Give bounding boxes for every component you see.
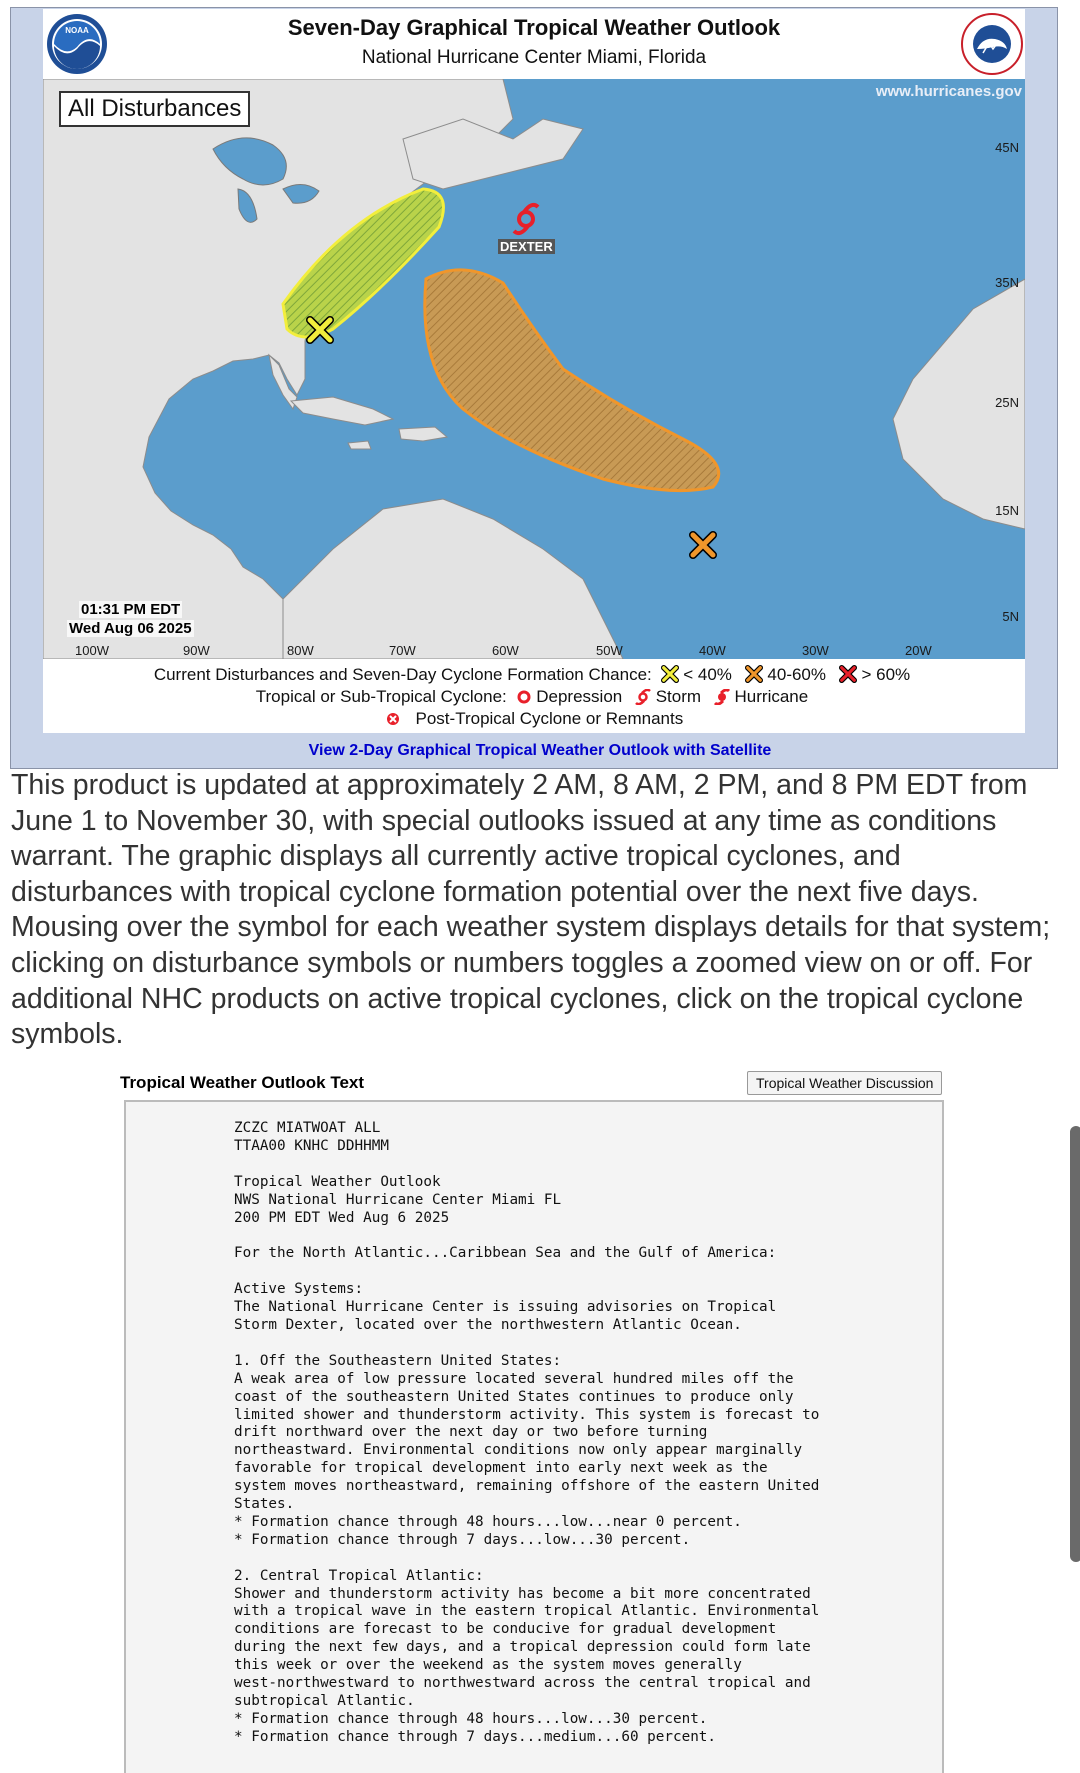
legend-medium-label: 40-60% [767, 665, 827, 684]
legend-row-cyclones [43, 687, 1025, 707]
map-legend [43, 659, 1025, 733]
lon-label: 90W [183, 643, 210, 658]
lon-label: 20W [905, 643, 932, 658]
noaa-logo-text: NOAA [65, 26, 89, 35]
page-title: Seven-Day Graphical Tropical Weather Outlook [287, 15, 781, 40]
legend-depression-label: Depression [536, 687, 623, 706]
high-x-icon [839, 665, 857, 683]
top-strip [0, 0, 1080, 7]
outlook-text-body: ZCZC MIATWOAT ALL TTAA00 KNHC DDHHMM Tropical Weather Outlook NWS National Hurricane Center Miami FL 200 PM EDT Wed Aug 6 2025 For the North Atlantic...Caribbean Sea and the Gulf of America: Active Systems: The National Hurricane Center is issuing advisories on Tropical Storm Dexter, located over the northwestern Atlantic Ocean. 1. Off the Southeastern United States: A weak area of low pressure located several hundred miles off the coast of the southeastern United States continues to produce only limited shower and thunderstorm activity. This system is forecast to drift northward over the next day or two before turning northeastward. Environmental conditions now only appear marginally favorable for tropical development into early next week as the system moves northeastward, remaining offshore of the eastern United States. * Formation chance through 48 hours...low...near 0 percent. * Formation chance through 7 days...low...30 percent. 2. Central Tropical Atlantic: Shower and thunderstorm activity has become a bit more concentrated with a tropical wave in the eastern tropical Atlantic. Environmental conditions are forecast to be conducive for gradual development during the next few days, and a tropical depression could form late this week or over the weekend as the system moves generally west-northwestward to northwestward across the central tropical and subtropical Atlantic. * Formation chance through 48 hours...low...30 percent. * Formation chance through 7 days...medium...60 percent. [234, 1120, 820, 1745]
legend-post-tropical-label: Post-Tropical Cyclone or Remnants [415, 709, 684, 728]
page-subtitle: National Hurricane Center Miami, Florida [361, 47, 707, 68]
scrollbar-thumb[interactable] [1070, 1126, 1080, 1562]
outlook-text-label: Tropical Weather Outlook Text [120, 1073, 365, 1092]
post-tropical-icon [385, 711, 401, 727]
dexter-storm-icon [514, 205, 538, 233]
legend-disturbances-label: Current Disturbances and Seven-Day Cyclone Formation Chance: [153, 665, 652, 684]
lat-label: 15N [995, 503, 1019, 518]
outlook-map[interactable] [43, 79, 1025, 659]
timestamp-date: Wed Aug 06 2025 [69, 620, 192, 637]
legend-low-label: < 40% [683, 665, 732, 684]
graphic-header [43, 9, 1025, 79]
legend-storm-label: Storm [655, 687, 702, 706]
storm-icon [635, 689, 651, 705]
legend-row-post-tropical [43, 709, 1025, 729]
medium-x-icon [745, 665, 763, 683]
depression-icon [516, 689, 532, 705]
map-graphic [43, 79, 1025, 659]
medium-chance-area [425, 270, 719, 491]
outlook-text-box[interactable] [124, 1100, 944, 1773]
lat-label: 45N [995, 140, 1019, 155]
disturbance-2-marker [693, 535, 713, 555]
tropical-weather-discussion-button[interactable]: Tropical Weather Discussion [747, 1071, 942, 1095]
lon-label: 50W [596, 643, 623, 658]
lon-label: 30W [802, 643, 829, 658]
lon-label: 100W [75, 643, 109, 658]
nws-logo[interactable] [961, 13, 1023, 75]
timestamp-time: 01:31 PM EDT [81, 601, 181, 618]
site-url: www.hurricanes.gov [875, 83, 1022, 100]
lat-label: 5N [1002, 609, 1019, 624]
legend-row-disturbances [43, 665, 1025, 685]
lat-label: 35N [995, 275, 1019, 290]
all-disturbances-button[interactable]: All Disturbances [59, 91, 250, 127]
legend-hurricane-label: Hurricane [734, 687, 809, 706]
lon-label: 40W [699, 643, 726, 658]
product-description: This product is updated at approximately 2 AM, 8 AM, 2 PM, and 8 PM EDT from June 1 to November 30, with special outlooks issued at any time as conditions warrant. The graphic displays all currently active tropical cyclones, and disturbances with tropical cyclone formation potential over the next five days. Mousing over the symbol for each weather system displays details for that system; clicking on disturbance symbols or numbers toggles a zoomed view on or off. For additional NHC products on active tropical cyclones, click on the tropical cyclone symbols. [11, 769, 1051, 1051]
lat-label: 25N [995, 395, 1019, 410]
legend-high-label: > 60% [861, 665, 911, 684]
lon-label: 70W [389, 643, 416, 658]
satellite-outlook-link[interactable]: View 2-Day Graphical Tropical Weather Outlook with Satellite [308, 742, 772, 759]
legend-cyclone-label: Tropical or Sub-Tropical Cyclone: [255, 687, 507, 706]
storm-name-label[interactable]: DEXTER [500, 239, 553, 254]
hurricane-icon [714, 689, 730, 705]
lon-label: 80W [287, 643, 314, 658]
low-x-icon [661, 665, 679, 683]
lon-label: 60W [492, 643, 519, 658]
